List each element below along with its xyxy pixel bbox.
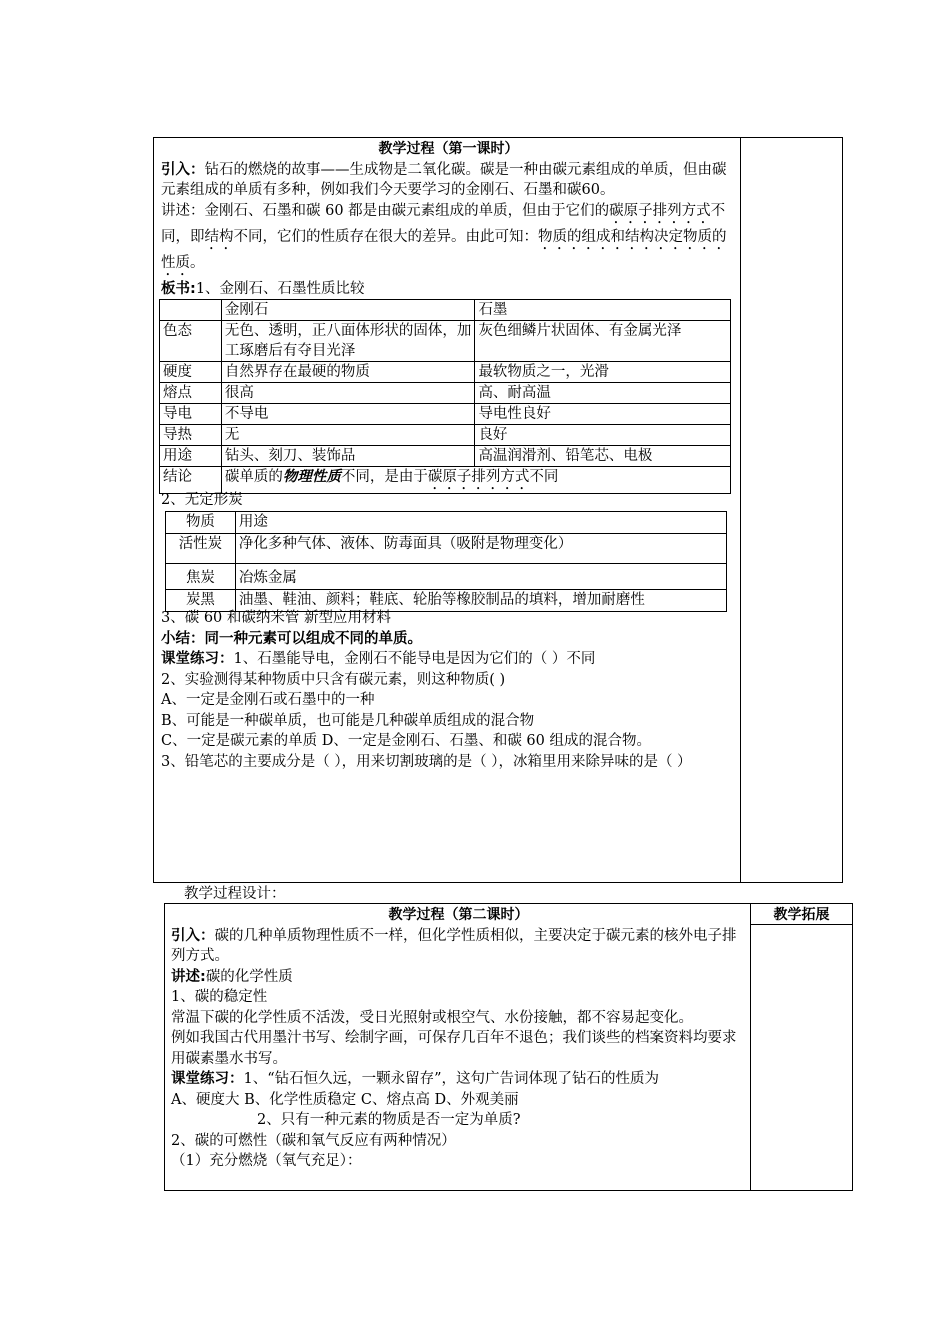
table-row-conclusion <box>160 467 731 494</box>
conclusion-text-c: 不同 <box>529 469 559 485</box>
table-cell: 导热 <box>160 425 222 446</box>
lecture-label: 讲述: <box>171 968 206 985</box>
side-title: 教学拓展 <box>773 907 830 923</box>
board-line <box>161 279 736 300</box>
table-cell: 无 <box>221 425 475 446</box>
practice-q2: 2、实验测得某种物质中只含有碳元素，则这种物质( ) <box>161 671 506 688</box>
table-row <box>166 534 727 564</box>
table-cell: 活性炭 <box>166 534 236 564</box>
practice-q1-text: 1、“钻石恒久远，一颗永留存”，这句广告词体现了钻石的性质为 <box>243 1071 660 1087</box>
stability-heading: 1、碳的稳定性 <box>171 989 268 1005</box>
board-label: 板书: <box>161 280 196 297</box>
lesson2-lecture <box>171 967 746 988</box>
table-cell: 用途 <box>160 446 222 467</box>
table-row <box>160 425 731 446</box>
table-header-cell: 物质 <box>166 512 236 534</box>
board-text: 1、金刚石、石墨性质比较 <box>195 280 365 297</box>
conclusion-dotted: 碳原子排列方式 <box>427 469 530 485</box>
option-c-d: C、一定是碳元素的单质 D、一定是金刚石、石墨、和碳 60 组成的混合物。 <box>161 733 651 749</box>
lecture-emphasis-1: 碳原子排列方式 <box>609 202 711 219</box>
table-cell: 导电性良好 <box>475 404 731 425</box>
lesson1-title: 教学过程（第一课时） <box>378 141 519 157</box>
table-cell: 灰色细鳞片状固体、有金属光泽 <box>475 321 731 362</box>
amorphous-table <box>165 511 727 612</box>
table-header-cell: 金刚石 <box>221 300 475 321</box>
lesson1-divider <box>740 137 741 883</box>
practice-options: A、硬度大 B、化学性质稳定 C、熔点高 D、外观美丽 <box>171 1091 519 1108</box>
table-cell: 钻头、刻刀、装饰品 <box>221 446 475 467</box>
table-cell: 炭黑 <box>166 590 236 612</box>
table-header-cell: 石墨 <box>475 300 731 321</box>
lesson1-content <box>161 139 736 299</box>
table-cell: 焦炭 <box>166 564 236 590</box>
intro-label: 引入： <box>171 927 215 944</box>
table-cell: 色态 <box>160 321 222 362</box>
lesson1-lecture <box>161 201 736 279</box>
table-row <box>160 383 731 404</box>
amorphous-heading: 2、无定形炭 <box>161 492 243 508</box>
lecture-emphasis-2: 结构 <box>204 228 234 245</box>
combustion-sub: （1）充分燃烧（氧气充足）： <box>171 1153 362 1169</box>
intro-text: 钻石的燃烧的故事——生成物是二氧化碳。碳是一种由碳元素组成的单质，但由碳元素组成的单质有多种，例如我们今天要学习的金刚石、石墨和碳60。 <box>161 161 727 198</box>
lesson2-divider <box>750 903 751 1191</box>
table-header-cell: 用途 <box>235 512 726 534</box>
conclusion-text-a: 碳单质的 <box>224 469 283 485</box>
table-cell: 冶炼金属 <box>235 564 726 590</box>
table-cell: 高、耐高温 <box>475 383 731 404</box>
design-caption: 教学过程设计： <box>184 886 286 902</box>
conclusion-text-b: 不同，是由于 <box>340 469 428 485</box>
combustion-heading: 2、碳的可燃性（碳和氧气反应有两种情况） <box>171 1132 456 1149</box>
table-cell: 不导电 <box>221 404 475 425</box>
table-cell: 熔点 <box>160 383 222 404</box>
option-b: B、可能是一种碳单质，也可能是几种碳单质组成的混合物 <box>161 712 535 729</box>
conclusion-label: 结论 <box>160 467 222 494</box>
table-cell: 高温润滑剂、铅笔芯、电极 <box>475 446 731 467</box>
lesson1-lower <box>161 608 736 772</box>
practice-q1 <box>161 649 736 670</box>
table-header-cell <box>160 300 222 321</box>
table-row <box>160 404 731 425</box>
stability-text: 常温下碳的化学性质不活泼，受日光照射或根空气、水份接触，都不容易起变化。 <box>171 1009 693 1026</box>
lecture-text-d: 。 <box>190 254 205 271</box>
conclusion-emphasis: 物理性质 <box>282 469 341 485</box>
lesson2-content <box>171 905 746 1172</box>
lesson1-intro <box>161 160 736 201</box>
lecture-text-a: 讲述：金刚石、石墨和碳 60 都是由碳元素组成的单质，但由于它们的 <box>161 202 610 219</box>
practice-label: 课堂练习： <box>161 651 234 667</box>
intro-label: 引入： <box>161 161 205 178</box>
table-cell: 良好 <box>475 425 731 446</box>
table-cell: 油墨、鞋油、颜料；鞋底、轮胎等橡胶制品的填料，增加耐磨性 <box>235 590 726 612</box>
lecture-text-c: 不同，它们的性质存在很大的差异。由此可知： <box>233 228 538 245</box>
conclusion-cell <box>221 467 730 494</box>
lecture-text-b: 不同，即 <box>161 202 726 245</box>
lecture-emphasis-3: 物质的组成和结构决定物质的性质 <box>161 228 727 271</box>
example-text: 例如我国古代用墨汁书写、绘制字画，可保存几百年不退色；我们谈些的档案资料均要求用碳素墨水书写。 <box>171 1030 737 1067</box>
practice-q2: 2、只有一种元素的物质是否一定为单质? <box>257 1112 521 1128</box>
table-cell: 导电 <box>160 404 222 425</box>
table-cell: 硬度 <box>160 362 222 383</box>
table-cell: 无色、透明，正八面体形状的固体，加工琢磨后有夺目光泽 <box>221 321 475 362</box>
table-row <box>160 362 731 383</box>
table-cell: 最软物质之一，光滑 <box>475 362 731 383</box>
table-row <box>166 512 727 534</box>
practice-q1-text: 1、石墨能导电，金刚石不能导电是因为它们的（ ）不同 <box>233 651 596 667</box>
table-row <box>166 564 727 590</box>
table-cell: 自然界存在最硬的物质 <box>221 362 475 383</box>
summary-line: 小结：同一种元素可以组成不同的单质。 <box>161 630 422 647</box>
practice-q1 <box>171 1069 746 1090</box>
option-a: A、一定是金刚石或石墨中的一种 <box>161 692 375 708</box>
compare-table <box>159 299 731 494</box>
intro-text: 碳的几种单质物理性质不一样，但化学性质相似，主要决定于碳元素的核外电子排列方式。 <box>171 927 737 964</box>
practice-label: 课堂练习： <box>171 1071 244 1087</box>
lesson2-intro <box>171 926 746 967</box>
lecture-text: 碳的化学性质 <box>205 968 293 985</box>
table-row <box>160 446 731 467</box>
practice-q3: 3、铅笔芯的主要成分是（ ），用来切割玻璃的是（ ），冰箱里用来除异味的是（ ） <box>161 753 692 770</box>
table-row <box>160 300 731 321</box>
table-row <box>160 321 731 362</box>
table-cell: 很高 <box>221 383 475 404</box>
c60-line: 3、碳 60 和碳纳米管 新型应用材料 <box>161 610 392 626</box>
table-cell: 净化多种气体、液体、防毒面具（吸附是物理变化） <box>235 534 726 564</box>
lesson2-title: 教学过程（第二课时） <box>388 907 529 923</box>
